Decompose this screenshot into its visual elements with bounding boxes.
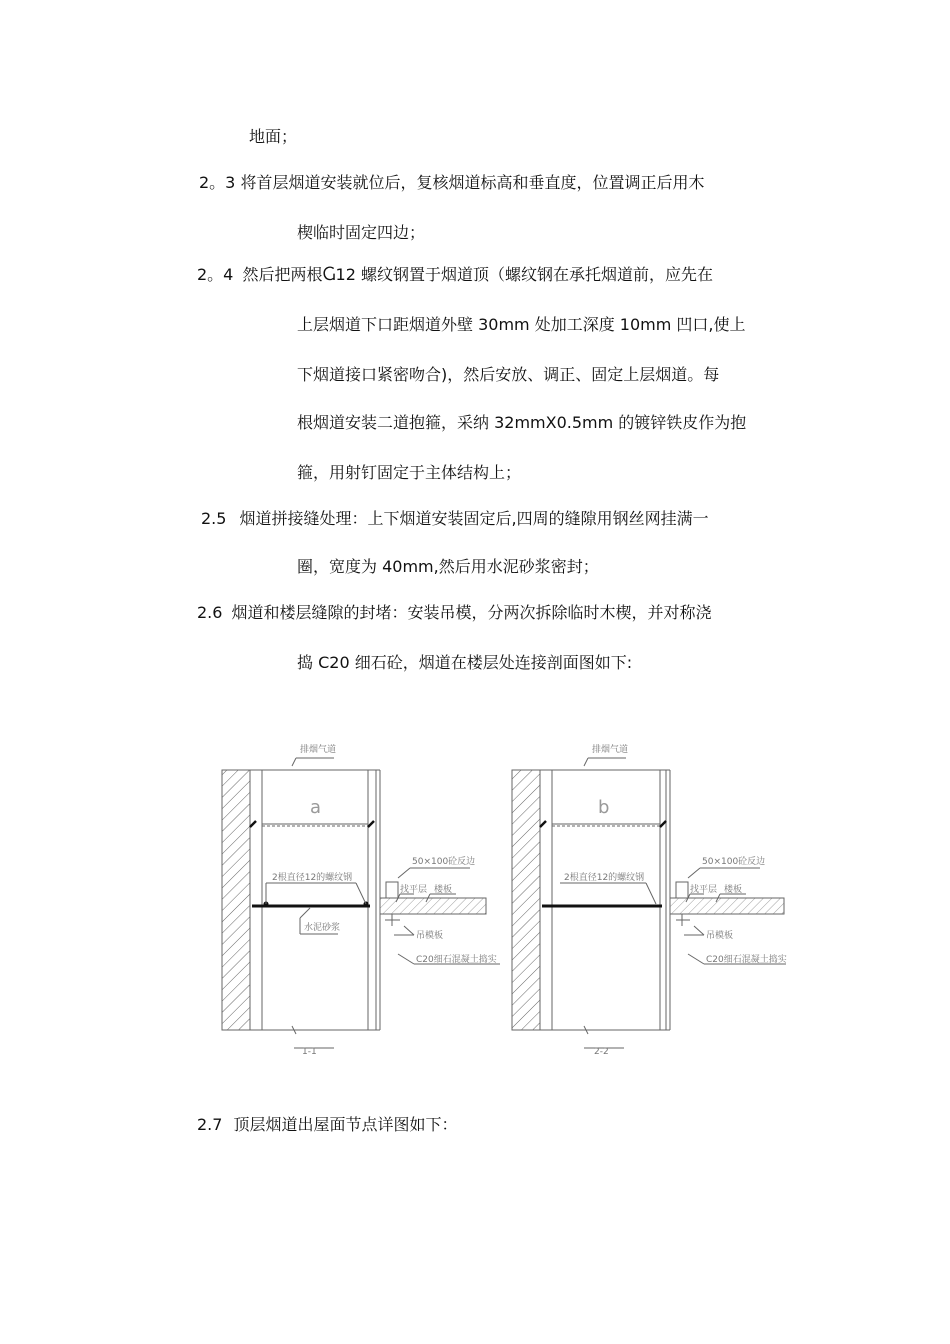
section-label-a: 1-1 [302,1047,317,1057]
curb-label-b: 50×100砼反边 [702,857,766,867]
text-line-6 [297,364,719,386]
section-number: 2.5 [201,509,227,528]
line-text: 然后把两根Ⴚ12 螺纹钢置于烟道顶（螺纹钢在承托烟道前，应先在 [242,265,714,284]
line-text: 烟道拼接缝处理：上下烟道安装固定后,四周的缝隙用钢丝网挂满一 [239,509,709,528]
slab-label-a: 楼板 [434,885,453,895]
text-line-1 [249,126,297,148]
text-line-5 [297,314,746,336]
wall-hatch-a [222,770,250,1030]
plaster-label-a: 找平层 [400,885,428,895]
formwork-label-a: 吊模板 [416,931,444,941]
text-line-12 [297,652,632,674]
section-number: 2.6 [197,603,223,622]
section-number: 2。3 [199,173,236,192]
section-a [222,758,500,1048]
line-text: 下烟道接口紧密吻合)，然后安放、调正、固定上层烟道。每 [297,365,720,384]
label-b: b [598,797,610,818]
text-line-13 [197,1114,458,1136]
line-text: 顶层烟道出屋面节点详图如下： [233,1115,458,1134]
text-line-7 [297,412,746,434]
line-text: 烟道和楼层缝隙的封堵：安装吊模，分两次拆除临时木楔，并对称浇 [231,603,712,622]
rebar-label-b: 2根直径12的螺纹钢 [564,873,645,883]
text-line-2 [199,172,704,194]
line-text: 箍，用射钉固定于主体结构上； [297,463,522,482]
mortar-label-a: 水泥砂浆 [304,923,341,933]
formwork-label-b: 吊模板 [706,931,734,941]
section-number: 2。4 [197,265,234,284]
section-drawing [210,730,787,1070]
slab-a [380,898,486,914]
section-b [512,758,786,1048]
line-text: 上层烟道下口距烟道外壁 30mm 处加工深度 10mm 凹口,使上 [297,315,746,334]
section-label-b: 2-2 [594,1047,609,1057]
line-text: 根烟道安装二道抱箍，采纳 32mmX0.5mm 的镀锌铁皮作为抱 [297,413,747,432]
line-text: 捣 C20 细石砼，烟道在楼层处连接剖面图如下: [297,653,633,672]
plaster-label-b: 找平层 [690,885,718,895]
concrete-label-a: C20细石混凝土捣实 [416,955,497,965]
concrete-label-b: C20细石混凝土捣实 [706,955,787,965]
line-text: 将首层烟道安装就位后，复核烟道标高和垂直度，位置调正后用木 [240,173,705,192]
curb-label-a: 50×100砼反边 [412,857,476,867]
top-label-a: 排烟气道 [300,745,337,755]
top-label-b: 排烟气道 [592,745,629,755]
line-text: 圈，宽度为 40mm,然后用水泥砂浆密封； [297,557,599,576]
line-text: 楔临时固定四边； [297,223,426,242]
section-number: 2.7 [197,1115,223,1134]
text-line-8 [297,462,521,484]
text-line-11 [197,602,712,624]
text-line-4 [197,264,713,286]
text-line-10 [297,556,599,578]
label-a: a [310,797,322,818]
text-line-3 [297,222,425,244]
rebar-label-a: 2根直径12的螺纹钢 [272,873,353,883]
text-line-9 [201,508,709,530]
line-text: 地面； [249,127,298,146]
slab-label-b: 楼板 [724,885,743,895]
wall-hatch-b [512,770,540,1030]
